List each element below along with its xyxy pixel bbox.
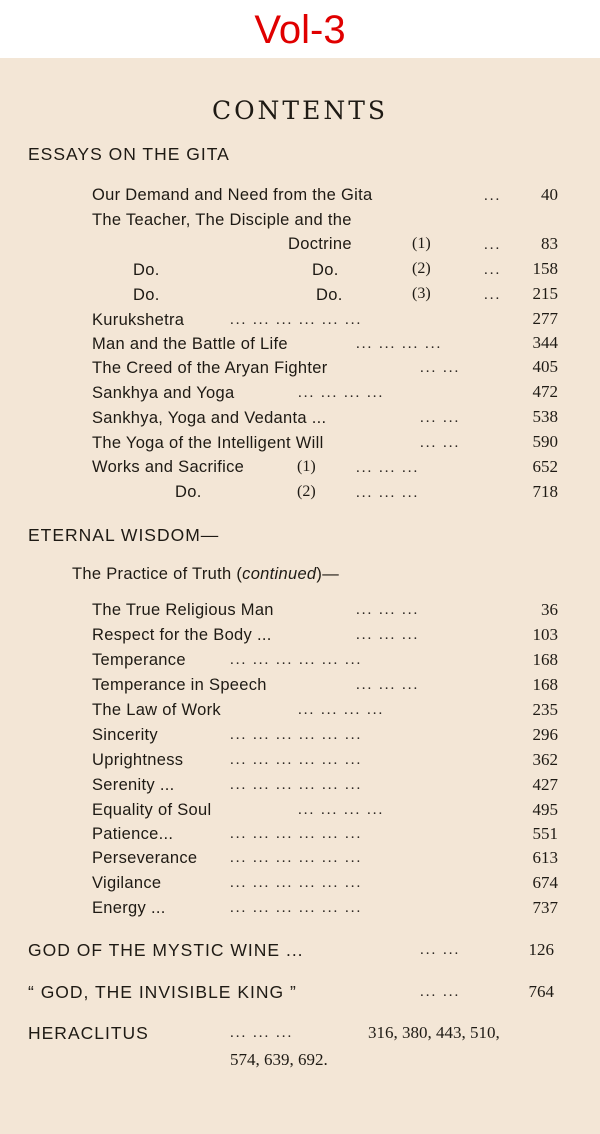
leader-dots: ... ... ... (356, 602, 420, 618)
entry-title: Equality of Soul (92, 801, 212, 819)
entry-title: Temperance (92, 651, 186, 669)
page-number: 235 (532, 700, 558, 719)
leader-dots: ... ... ... (356, 460, 420, 476)
leader-dots: ... ... ... ... ... ... (230, 850, 363, 866)
entry-title: The Creed of the Aryan Fighter (92, 359, 328, 377)
entry-title: Vigilance (92, 874, 162, 892)
subsection-title: The Practice of Truth (continued)— (72, 565, 340, 583)
entry-title: Sincerity (92, 726, 158, 744)
page-number: 674 (532, 873, 558, 892)
page-number: 590 (532, 432, 558, 451)
page-number: 168 (532, 675, 558, 694)
entry-title: Energy ... (92, 899, 166, 917)
leader-dots: ... (484, 262, 502, 278)
entry-title: The Law of Work (92, 701, 221, 719)
entry-title-ditto: Do. (316, 286, 343, 304)
page-number: 495 (532, 800, 558, 819)
leader-dots: ... ... ... ... ... ... (230, 752, 363, 768)
entry-title: Our Demand and Need from the Gita (92, 186, 373, 204)
leader-dots: ... ... (420, 435, 461, 451)
page-number: 764 (528, 982, 554, 1001)
page-number: 126 (528, 940, 554, 959)
page-number: 277 (532, 309, 558, 328)
page-number: 36 (541, 600, 558, 619)
leader-dots: ... ... ... ... ... ... (230, 777, 363, 793)
entry-title: Sankhya, Yoga and Vedanta ... (92, 409, 327, 427)
leader-dots: ... ... (420, 360, 461, 376)
entry-title: Sankhya and Yoga (92, 384, 235, 402)
page-number: 168 (532, 650, 558, 669)
page-number: 40 (541, 185, 558, 204)
entry-title: Do. (133, 286, 160, 304)
leader-dots: ... (484, 287, 502, 303)
page-number: 158 (532, 259, 558, 278)
section-title-wisdom: ETERNAL WISDOM— (28, 525, 220, 545)
leader-dots: ... ... ... ... ... ... (230, 652, 363, 668)
entry-title: The Teacher, The Disciple and the (92, 211, 352, 229)
entry-title: Serenity ... (92, 776, 175, 794)
section-title-essays: ESSAYS ON THE GITA (28, 144, 230, 164)
page-number: 103 (532, 625, 558, 644)
part-number: (3) (412, 285, 431, 302)
leader-dots: ... ... (420, 984, 461, 1000)
part-number: (1) (412, 235, 431, 252)
page-number: 737 (532, 898, 558, 917)
page-number: 427 (532, 775, 558, 794)
leader-dots: ... ... ... (356, 485, 420, 501)
page-number: 472 (532, 382, 558, 401)
leader-dots: ... ... ... ... ... ... (230, 826, 363, 842)
leader-dots: ... ... ... (356, 627, 420, 643)
entry-title: Kurukshetra (92, 311, 185, 329)
page-numbers-line-1: 316, 380, 443, 510, (368, 1023, 500, 1042)
entry-title: The True Religious Man (92, 601, 274, 619)
entry-title: Patience... (92, 825, 174, 843)
page-number: 551 (532, 824, 558, 843)
page-number: 362 (532, 750, 558, 769)
leader-dots: ... ... (420, 410, 461, 426)
leader-dots: ... (484, 237, 502, 253)
leader-dots: ... ... ... (230, 1025, 294, 1041)
entry-title: The Yoga of the Intelligent Will (92, 434, 324, 452)
part-number: (1) (297, 458, 316, 475)
leader-dots: ... ... ... ... ... ... (230, 900, 363, 916)
entry-title-ditto: Do. (312, 261, 339, 279)
page-title: CONTENTS (211, 96, 389, 125)
entry-title: Do. (175, 483, 202, 501)
page-number: 613 (532, 848, 558, 867)
section-title-heraclitus: HERACLITUS (28, 1023, 149, 1043)
page-number: 344 (532, 333, 558, 352)
contents-page (0, 58, 600, 1134)
page-number: 652 (532, 457, 558, 476)
entry-title: Perseverance (92, 849, 198, 867)
part-number: (2) (412, 260, 431, 277)
page-number: 538 (532, 407, 558, 426)
section-title-invisible-king: “ GOD, THE INVISIBLE KING ” (28, 982, 297, 1002)
leader-dots: ... ... ... ... (298, 702, 385, 718)
entry-title: Uprightness (92, 751, 184, 769)
page-number: 83 (541, 234, 558, 253)
leader-dots: ... ... ... ... (298, 802, 385, 818)
page-number: 718 (532, 482, 558, 501)
page-numbers-line-2: 574, 639, 692. (230, 1050, 328, 1069)
entry-title: Respect for the Body ... (92, 626, 272, 644)
leader-dots: ... ... (420, 942, 461, 958)
volume-label: Vol-3 (254, 8, 346, 52)
entry-title: Do. (133, 261, 160, 279)
entry-title: Works and Sacrifice (92, 458, 245, 476)
page-number: 405 (532, 357, 558, 376)
entry-title: Temperance in Speech (92, 676, 267, 694)
part-number: (2) (297, 483, 316, 500)
leader-dots: ... ... ... ... (356, 336, 443, 352)
leader-dots: ... ... ... (356, 677, 420, 693)
volume-banner (0, 0, 600, 58)
leader-dots: ... ... ... ... ... ... (230, 312, 363, 328)
section-title-mystic-wine: GOD OF THE MYSTIC WINE ... (28, 940, 304, 960)
leader-dots: ... ... ... ... ... ... (230, 727, 363, 743)
leader-dots: ... (484, 188, 502, 204)
entry-title: Man and the Battle of Life (92, 335, 288, 353)
page-number: 296 (532, 725, 558, 744)
page-number: 215 (532, 284, 558, 303)
leader-dots: ... ... ... ... (298, 385, 385, 401)
entry-title-continued: Doctrine (288, 235, 352, 253)
leader-dots: ... ... ... ... ... ... (230, 875, 363, 891)
